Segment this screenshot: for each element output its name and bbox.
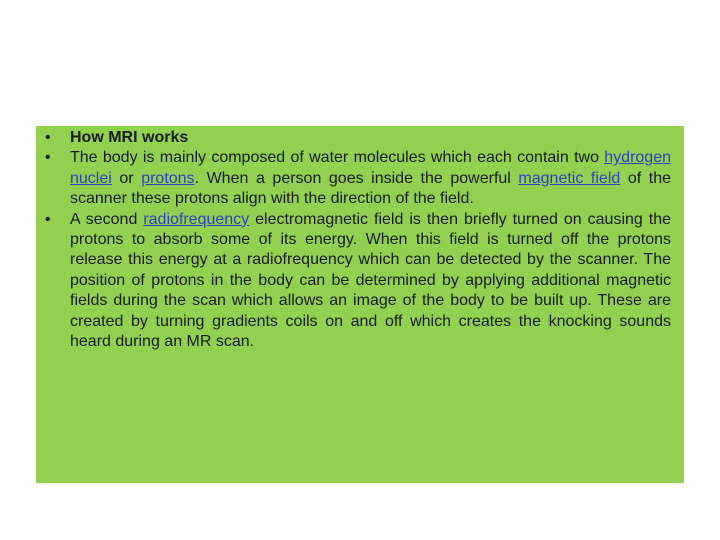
section-heading: How MRI works (70, 129, 189, 146)
paragraph-text: electromagnetic field is then briefly turned on causing the protons to absorb some of its energy. When this field is turned off the protons release this energy at a radiofrequency which can be detected by the scanner. The position of protons in the body can be determined by applying additional magnetic fields during the scan which allows an image of the body to be built up. These are created by turning gradients coils on and off which creates the knocking sounds heard during an MR scan. (70, 210, 672, 351)
bullet-list (36, 128, 684, 352)
paragraph-text: of the scanner these protons align with the direction of the field. (70, 169, 672, 208)
link-hydrogen[interactable]: hydrogen (604, 149, 671, 167)
bullet-icon: • (45, 149, 51, 167)
list-item-heading (36, 128, 684, 148)
paragraph-text: The body is mainly composed of water molecules which each contain two (70, 149, 605, 167)
link-protons[interactable]: protons (141, 169, 195, 187)
link-nuclei[interactable]: nuclei (70, 169, 112, 187)
bullet-icon: • (45, 210, 51, 228)
paragraph-text: A second (70, 210, 144, 228)
link-radiofrequency[interactable]: radiofrequency (143, 210, 250, 228)
paragraph-text: or (111, 169, 142, 187)
paragraph-text: . When a person goes inside the powerful (194, 169, 519, 187)
list-item-water-molecules (36, 148, 684, 209)
link-magnetic-field[interactable]: magnetic field (518, 169, 621, 187)
content-panel (36, 126, 684, 483)
bullet-icon: • (45, 129, 51, 146)
list-item-radiofrequency (36, 210, 684, 353)
